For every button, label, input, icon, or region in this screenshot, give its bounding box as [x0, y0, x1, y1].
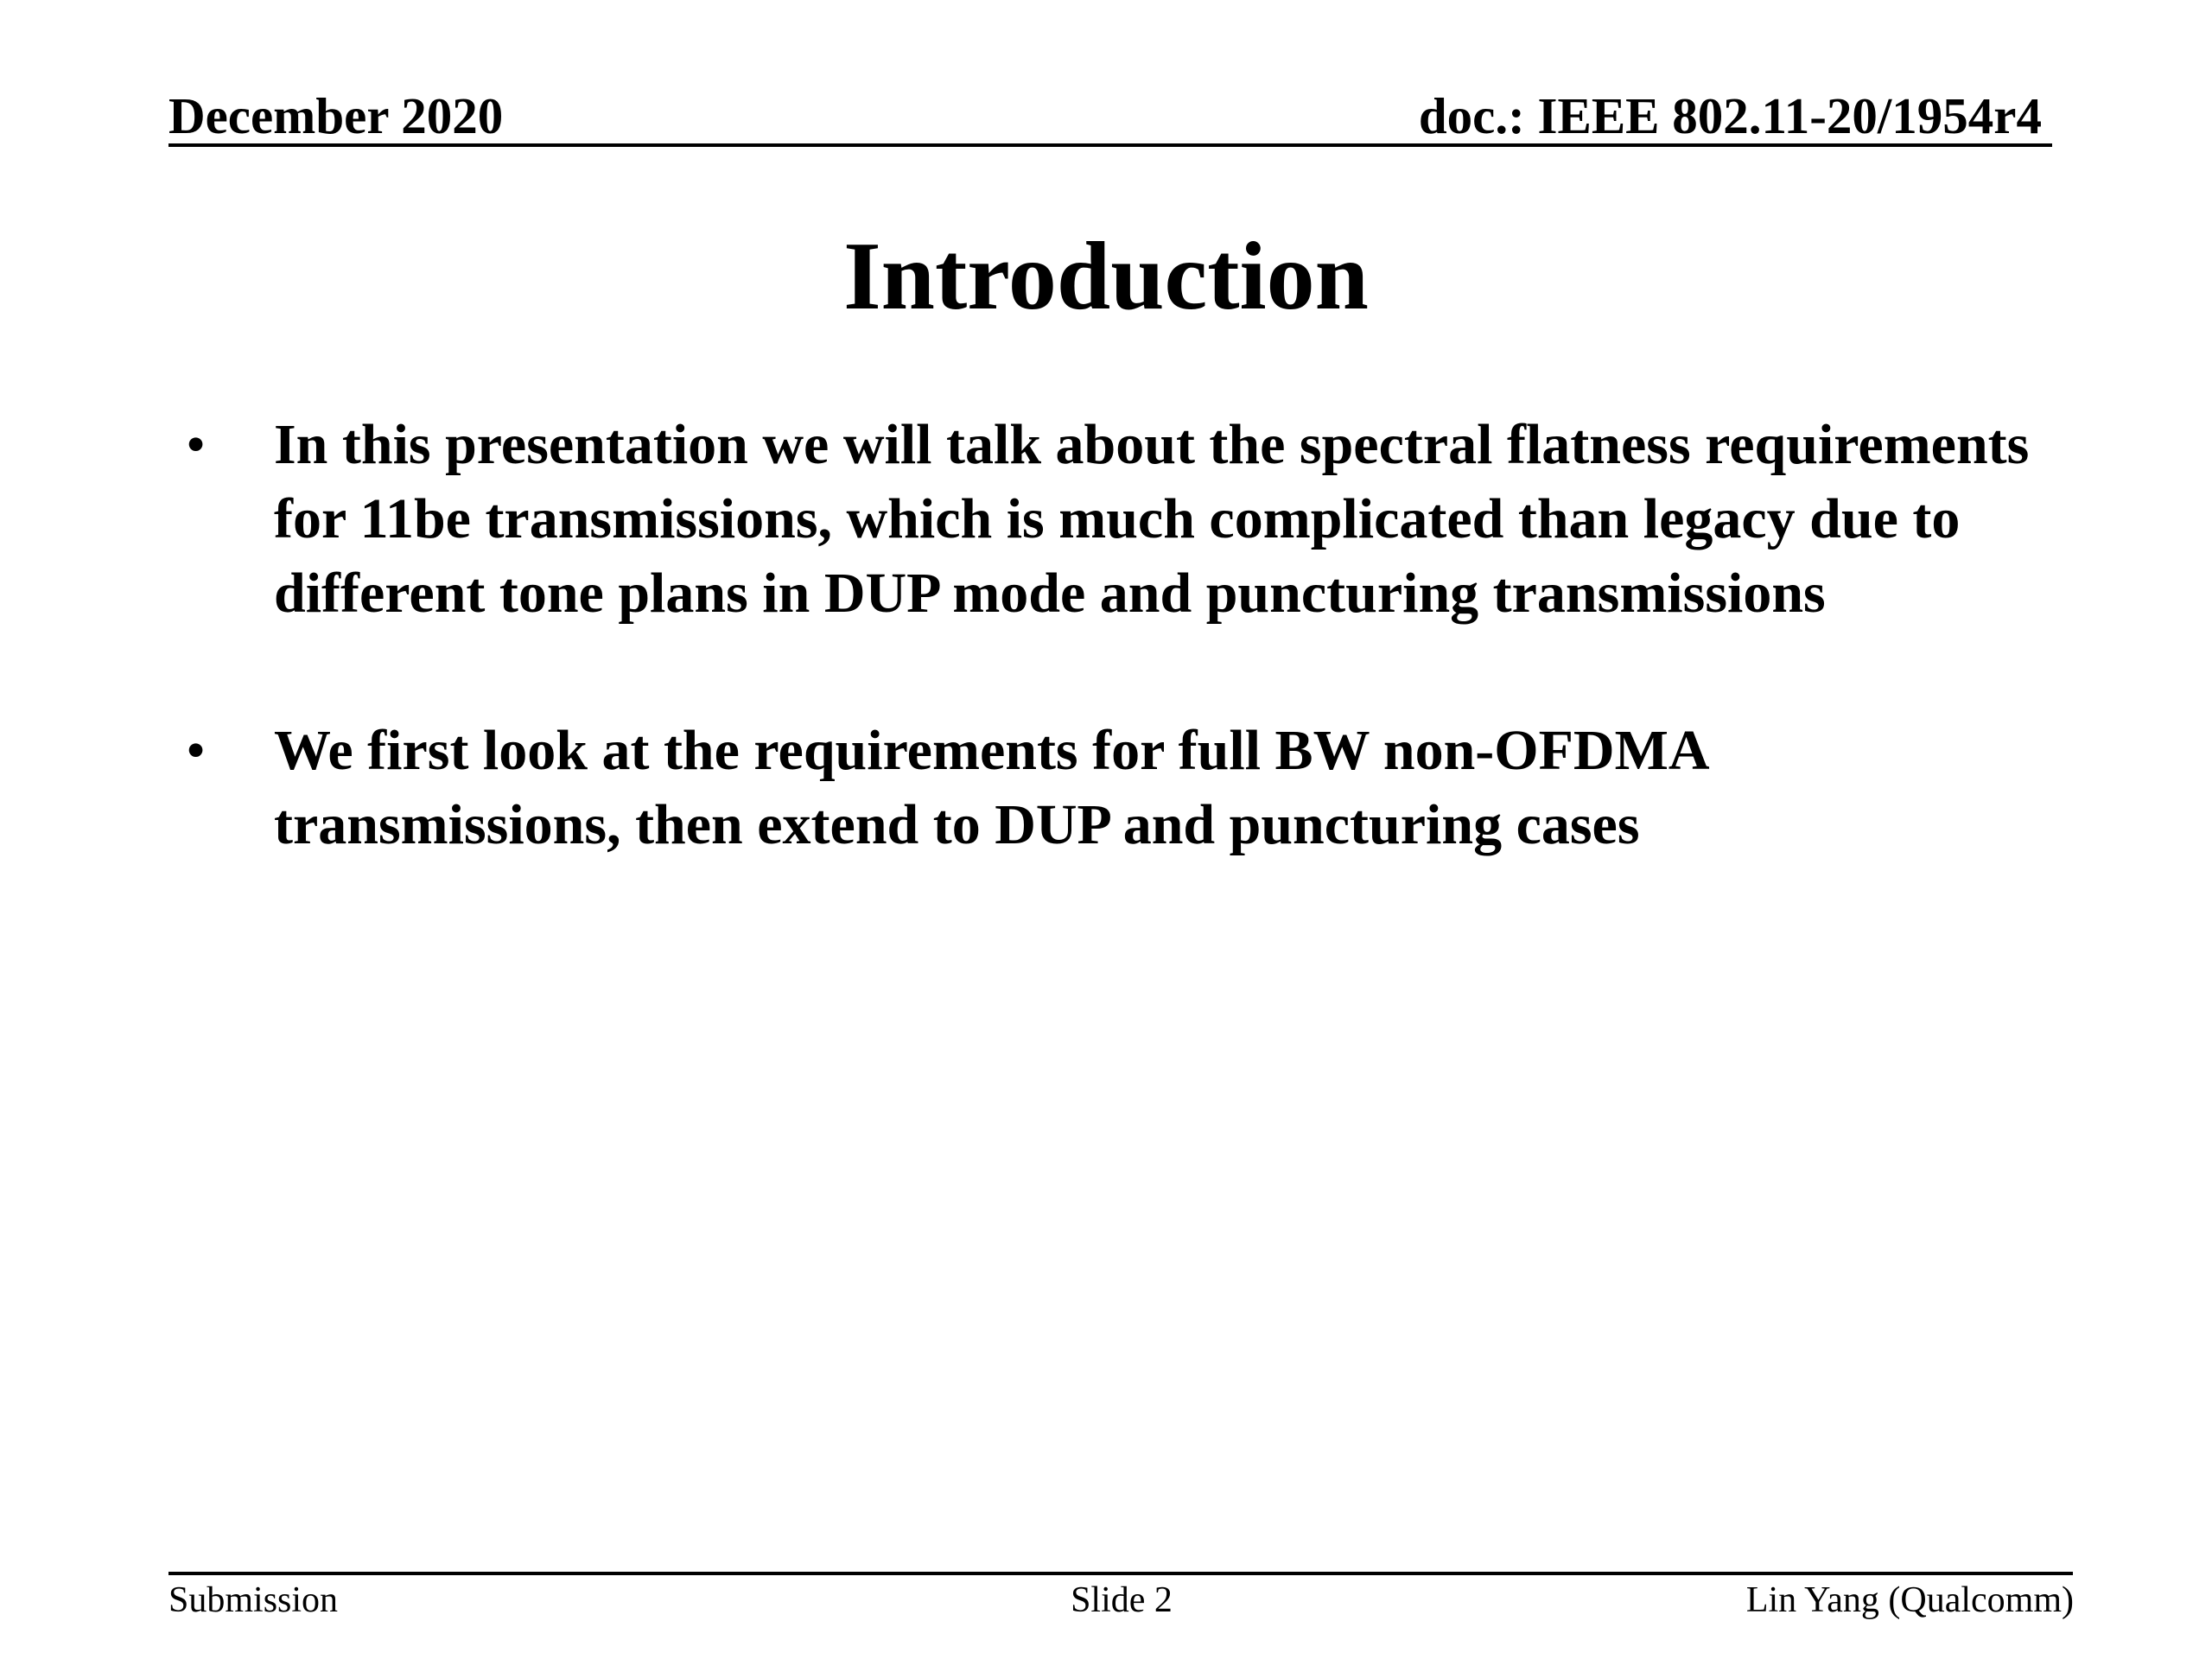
header-doc-id: doc.: IEEE 802.11-20/1954r4 [1418, 87, 2042, 144]
bullet-text-1: In this presentation we will talk about the spectral flatness requirements for 11be transmissions, which is much complicated than legacy due to different tone plans in DUP mode and puncturing transmissions [274, 413, 2030, 625]
footer-slide-number: Slide 2 [1071, 1580, 1173, 1620]
bullet-item-1 [181, 408, 2039, 631]
slide-title: Introduction [843, 223, 1369, 330]
bullet-icon: • [186, 413, 207, 476]
footer-divider [168, 1572, 2073, 1575]
header-date: December 2020 [168, 87, 504, 144]
bullet-item-2 [181, 714, 2039, 862]
bullet-icon: • [186, 719, 207, 782]
bullet-text-2: We first look at the requirements for full BW non-OFDMA transmissions, then extend to DUP and puncturing cases [274, 719, 1707, 856]
slide-header [168, 85, 2052, 147]
footer-author: Lin Yang (Qualcomm) [1745, 1580, 2074, 1620]
footer-submission: Submission [168, 1580, 339, 1620]
bullet-list [181, 408, 2039, 945]
